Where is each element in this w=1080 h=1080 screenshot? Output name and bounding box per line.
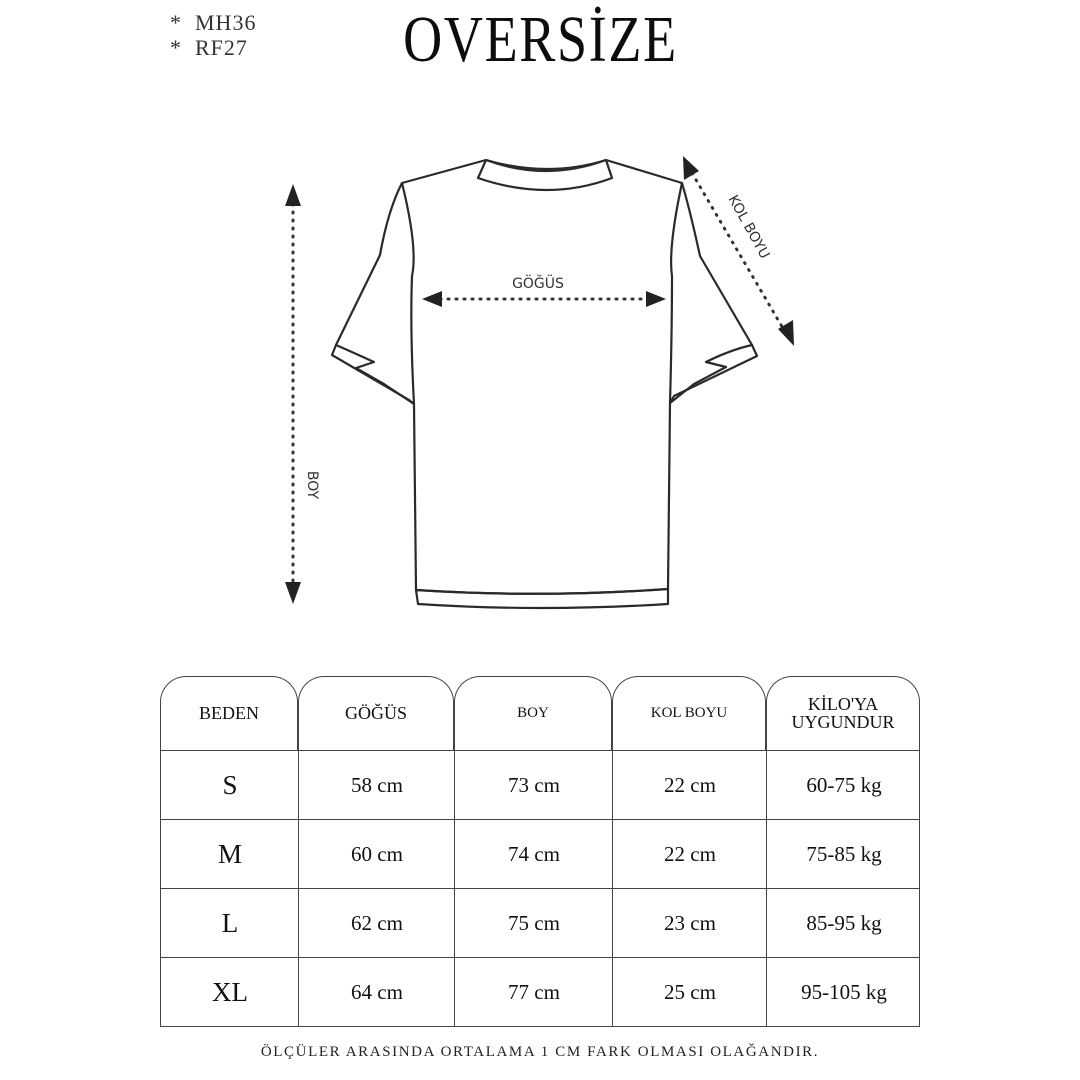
sleeve-cell: 23 cm [664, 910, 716, 935]
column-header-sleeve: KOL BOYU [612, 676, 766, 750]
table-body [160, 751, 920, 1027]
page-title: OVERSİZE [402, 3, 678, 76]
chest-cell: 58 cm [351, 772, 403, 797]
length-cell: 77 cm [508, 979, 560, 1004]
chest-label: GÖĞÜS [512, 276, 564, 292]
column-header-chest: GÖĞÜS [298, 676, 454, 750]
tshirt-outline [336, 160, 752, 594]
sleeve-cell: 22 cm [664, 841, 716, 866]
length-cell: 75 cm [508, 910, 560, 935]
table-row [161, 751, 919, 820]
size-table [160, 676, 920, 1027]
column-header-length: BOY [454, 676, 612, 750]
column-header-size: BEDEN [160, 676, 298, 750]
sleeve-cell: 25 cm [664, 979, 716, 1004]
weight-cell: 60-75 kg [806, 772, 882, 797]
table-row [161, 889, 919, 958]
table-header [160, 676, 920, 751]
table-row [161, 958, 919, 1027]
product-code: * MH36 [170, 10, 257, 35]
size-cell: M [217, 838, 242, 869]
weight-cell: 85-95 kg [806, 910, 882, 935]
weight-cell: 95-105 kg [801, 979, 887, 1004]
length-label: BOY [304, 470, 320, 500]
length-cell: 74 cm [508, 841, 560, 866]
size-cell: XL [212, 976, 248, 1007]
weight-cell: 75-85 kg [806, 841, 882, 866]
measurement-note: ÖLÇÜLER ARASINDA ORTALAMA 1 CM FARK OLMASI OLAĞANDIR. [260, 1044, 820, 1060]
chest-cell: 60 cm [351, 841, 403, 866]
product-code: * RF27 [170, 35, 248, 60]
length-cell: 73 cm [508, 772, 560, 797]
size-cell: S [222, 769, 238, 800]
chest-arrow [422, 291, 666, 307]
column-header-weight: KİLO'YA UYGUNDUR [766, 676, 920, 750]
table-row [161, 820, 919, 889]
chest-cell: 62 cm [351, 910, 403, 935]
chest-cell: 64 cm [351, 979, 403, 1004]
sleeve-cell: 22 cm [664, 772, 716, 797]
length-arrow [285, 184, 301, 604]
size-cell: L [221, 907, 239, 938]
sleeve-label: KOL BOYU [724, 192, 773, 262]
